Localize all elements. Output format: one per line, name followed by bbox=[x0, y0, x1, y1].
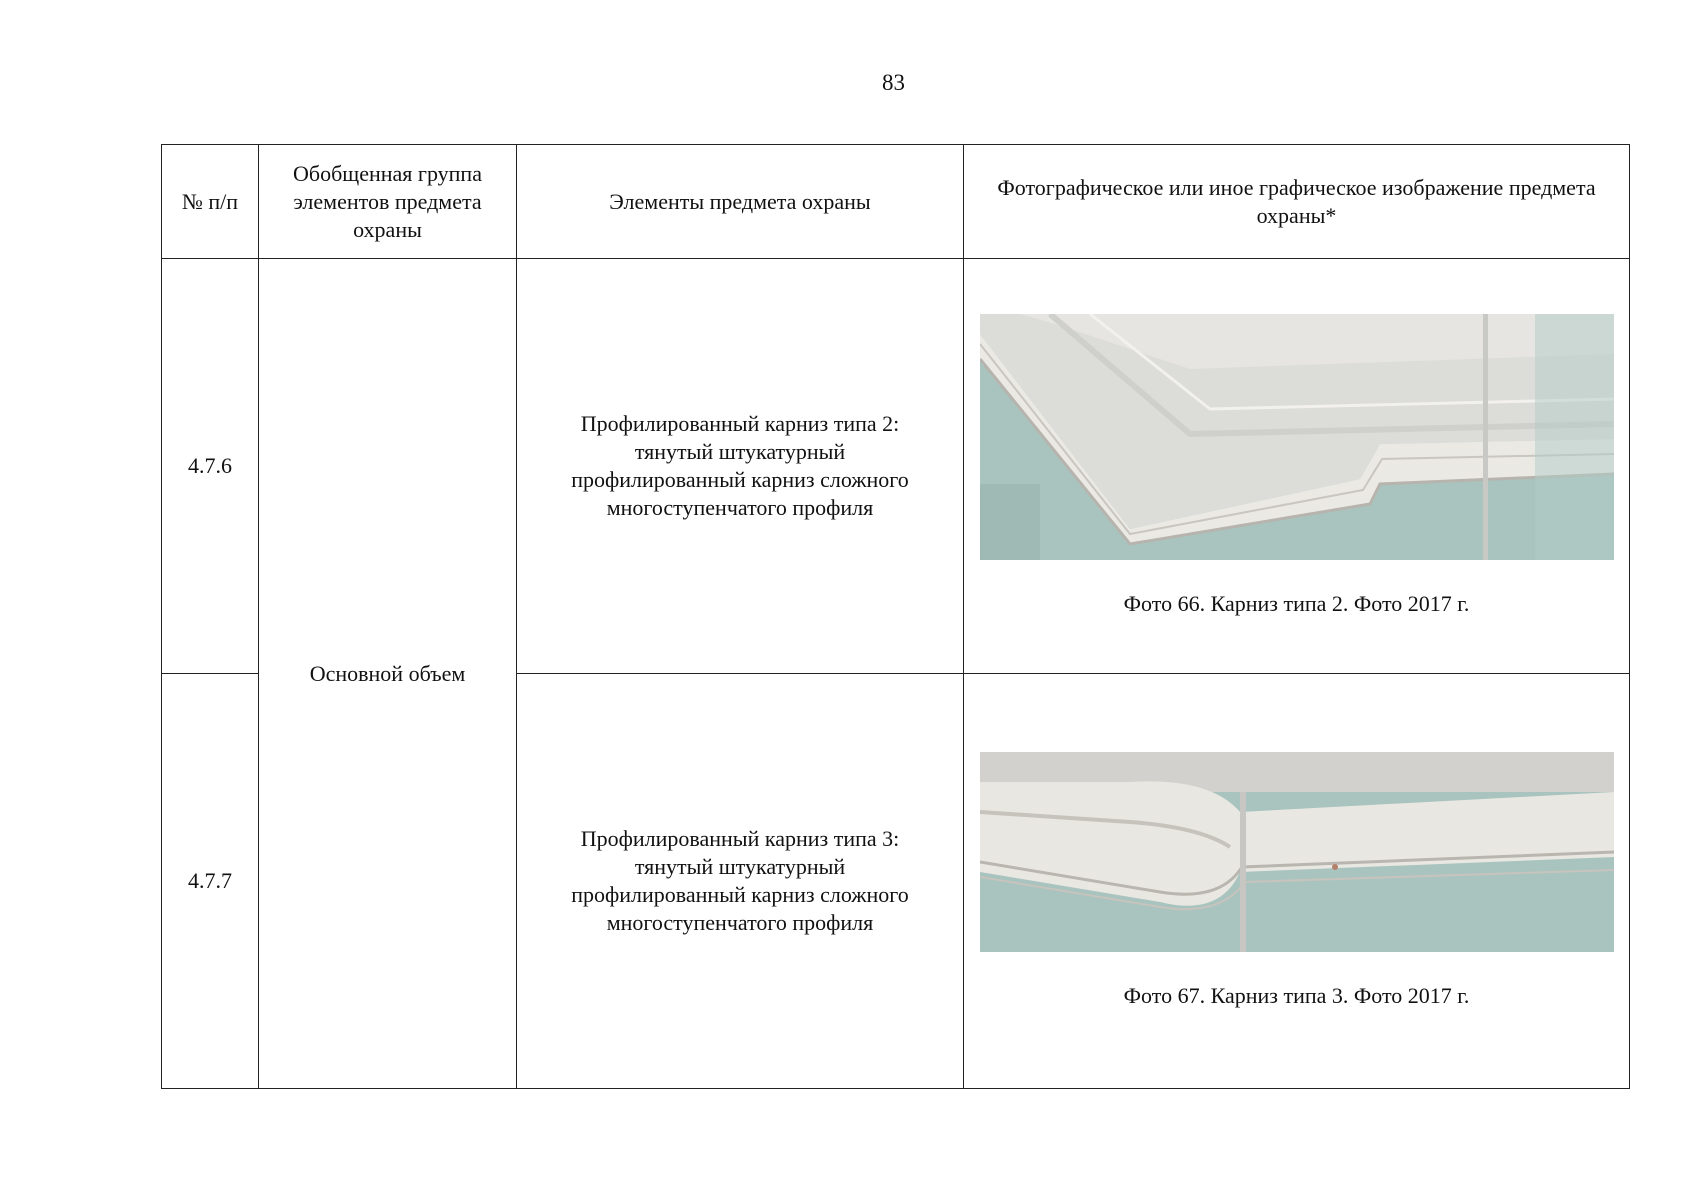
photo-caption: Фото 66. Карниз типа 2. Фото 2017 г. bbox=[1123, 591, 1470, 616]
element-description: Профилированный карниз типа 2: тянутый штукатурный профилированный карниз сложного многоступенчатого профиля bbox=[571, 411, 909, 520]
photo-cell bbox=[964, 674, 1630, 1089]
photo-cell bbox=[964, 259, 1630, 674]
cornice-photo-66 bbox=[980, 314, 1614, 560]
element-cell bbox=[517, 259, 964, 674]
heritage-elements-table bbox=[161, 144, 1630, 1089]
header-num: № п/п bbox=[162, 145, 259, 259]
element-description: Профилированный карниз типа 3: тянутый штукатурный профилированный карниз сложного многоступенчатого профиля bbox=[571, 826, 909, 935]
table-row bbox=[162, 259, 1630, 674]
element-cell bbox=[517, 674, 964, 1089]
table-header-row bbox=[162, 145, 1630, 259]
header-group: Обобщенная группа элементов предмета охраны bbox=[259, 145, 517, 259]
row-num: 4.7.6 bbox=[162, 259, 259, 674]
cornice-photo-67 bbox=[980, 752, 1614, 952]
cornice-photo-66-image bbox=[980, 314, 1614, 560]
header-image: Фотографическое или иное графическое изображение предмета охраны* bbox=[964, 145, 1630, 259]
header-elements: Элементы предмета охраны bbox=[517, 145, 964, 259]
page-number: 83 bbox=[882, 70, 905, 95]
photo-caption: Фото 67. Карниз типа 3. Фото 2017 г. bbox=[1123, 983, 1470, 1008]
group-cell: Основной объем bbox=[259, 259, 517, 1089]
cornice-photo-67-image bbox=[980, 752, 1614, 952]
row-num: 4.7.7 bbox=[162, 674, 259, 1089]
